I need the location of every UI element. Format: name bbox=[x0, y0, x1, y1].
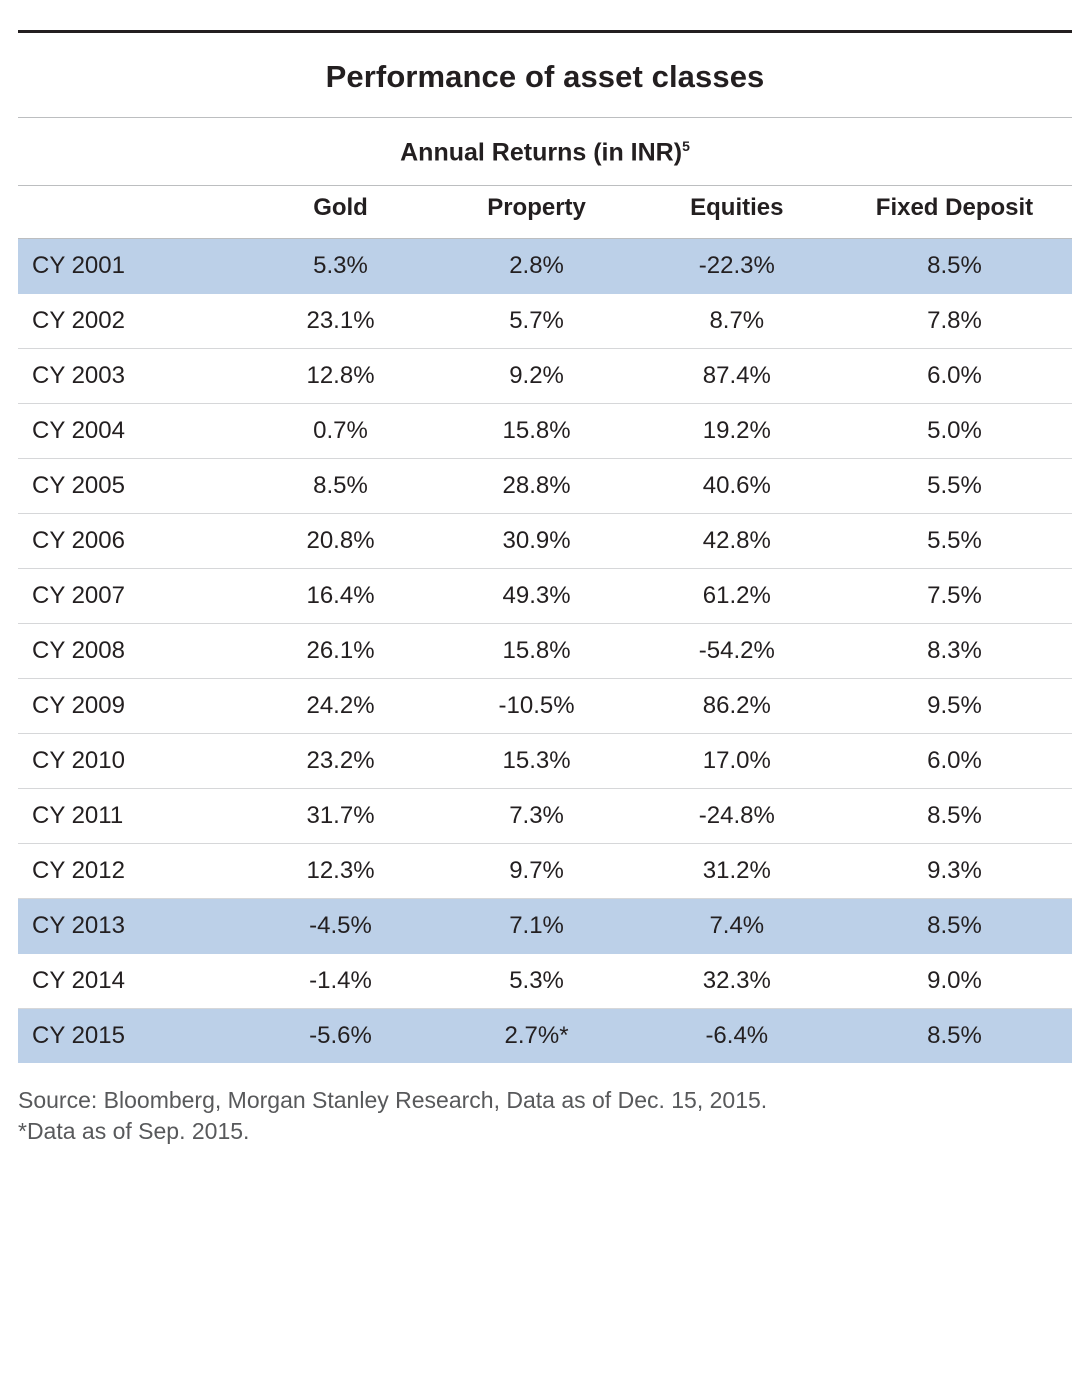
cell-year: CY 2006 bbox=[18, 514, 245, 569]
cell-fixed-deposit: 5.0% bbox=[837, 404, 1072, 459]
cell-gold: 31.7% bbox=[245, 789, 437, 844]
cell-fixed-deposit: 7.5% bbox=[837, 569, 1072, 624]
cell-equities: -22.3% bbox=[637, 239, 837, 294]
cell-fixed-deposit: 7.8% bbox=[837, 294, 1072, 349]
source-line-2: *Data as of Sep. 2015. bbox=[18, 1117, 250, 1144]
cell-gold: 12.8% bbox=[245, 349, 437, 404]
source-note bbox=[18, 1085, 1072, 1146]
cell-equities: 31.2% bbox=[637, 844, 837, 899]
cell-gold: -1.4% bbox=[245, 954, 437, 1009]
cell-year: CY 2010 bbox=[18, 734, 245, 789]
column-header-property: Property bbox=[436, 186, 636, 239]
cell-property: 15.8% bbox=[436, 624, 636, 679]
cell-year: CY 2013 bbox=[18, 899, 245, 954]
cell-equities: 7.4% bbox=[637, 899, 837, 954]
cell-equities: 87.4% bbox=[637, 349, 837, 404]
cell-property: 2.8% bbox=[436, 239, 636, 294]
column-header-year bbox=[18, 186, 245, 239]
cell-fixed-deposit: 5.5% bbox=[837, 514, 1072, 569]
cell-fixed-deposit: 6.0% bbox=[837, 734, 1072, 789]
table-row bbox=[18, 459, 1072, 514]
cell-gold: -5.6% bbox=[245, 1009, 437, 1064]
table-row bbox=[18, 954, 1072, 1009]
table-row bbox=[18, 569, 1072, 624]
cell-fixed-deposit: 8.5% bbox=[837, 899, 1072, 954]
cell-property: 15.8% bbox=[436, 404, 636, 459]
cell-property: -10.5% bbox=[436, 679, 636, 734]
cell-gold: 8.5% bbox=[245, 459, 437, 514]
cell-year: CY 2002 bbox=[18, 294, 245, 349]
cell-year: CY 2012 bbox=[18, 844, 245, 899]
cell-equities: 40.6% bbox=[637, 459, 837, 514]
table-row bbox=[18, 624, 1072, 679]
cell-year: CY 2008 bbox=[18, 624, 245, 679]
column-header-gold: Gold bbox=[245, 186, 437, 239]
cell-equities: 61.2% bbox=[637, 569, 837, 624]
cell-property: 30.9% bbox=[436, 514, 636, 569]
cell-gold: 12.3% bbox=[245, 844, 437, 899]
table-header-row bbox=[18, 186, 1072, 239]
table-body bbox=[18, 239, 1072, 1064]
cell-fixed-deposit: 8.5% bbox=[837, 1009, 1072, 1064]
cell-year: CY 2003 bbox=[18, 349, 245, 404]
table-row bbox=[18, 514, 1072, 569]
cell-property: 7.1% bbox=[436, 899, 636, 954]
asset-returns-table bbox=[18, 186, 1072, 1063]
cell-gold: 20.8% bbox=[245, 514, 437, 569]
table-row bbox=[18, 239, 1072, 294]
asset-performance-table-figure bbox=[0, 30, 1090, 1374]
cell-fixed-deposit: 9.5% bbox=[837, 679, 1072, 734]
cell-equities: 42.8% bbox=[637, 514, 837, 569]
cell-fixed-deposit: 8.5% bbox=[837, 789, 1072, 844]
cell-property: 28.8% bbox=[436, 459, 636, 514]
page-title: Performance of asset classes bbox=[325, 59, 765, 94]
column-header-equities: Equities bbox=[637, 186, 837, 239]
cell-year: CY 2015 bbox=[18, 1009, 245, 1064]
table-row bbox=[18, 1009, 1072, 1064]
cell-fixed-deposit: 6.0% bbox=[837, 349, 1072, 404]
cell-year: CY 2014 bbox=[18, 954, 245, 1009]
cell-equities: 17.0% bbox=[637, 734, 837, 789]
table-row bbox=[18, 789, 1072, 844]
source-line-1: Source: Bloomberg, Morgan Stanley Research, Data as of Dec. 15, 2015. bbox=[18, 1087, 768, 1114]
cell-property: 49.3% bbox=[436, 569, 636, 624]
cell-fixed-deposit: 8.3% bbox=[837, 624, 1072, 679]
cell-property: 9.2% bbox=[436, 349, 636, 404]
cell-gold: 0.7% bbox=[245, 404, 437, 459]
cell-gold: 16.4% bbox=[245, 569, 437, 624]
cell-fixed-deposit: 8.5% bbox=[837, 239, 1072, 294]
cell-year: CY 2007 bbox=[18, 569, 245, 624]
cell-gold: 23.1% bbox=[245, 294, 437, 349]
cell-year: CY 2005 bbox=[18, 459, 245, 514]
cell-property: 2.7%* bbox=[436, 1009, 636, 1064]
cell-equities: -6.4% bbox=[637, 1009, 837, 1064]
table-head bbox=[18, 186, 1072, 239]
cell-property: 9.7% bbox=[436, 844, 636, 899]
cell-equities: 86.2% bbox=[637, 679, 837, 734]
table-row bbox=[18, 734, 1072, 789]
cell-year: CY 2004 bbox=[18, 404, 245, 459]
cell-property: 5.7% bbox=[436, 294, 636, 349]
cell-gold: 5.3% bbox=[245, 239, 437, 294]
table-row bbox=[18, 349, 1072, 404]
cell-equities: 19.2% bbox=[637, 404, 837, 459]
table-row bbox=[18, 899, 1072, 954]
cell-equities: 8.7% bbox=[637, 294, 837, 349]
cell-property: 5.3% bbox=[436, 954, 636, 1009]
cell-fixed-deposit: 9.3% bbox=[837, 844, 1072, 899]
cell-gold: 23.2% bbox=[245, 734, 437, 789]
cell-gold: 24.2% bbox=[245, 679, 437, 734]
table-row bbox=[18, 679, 1072, 734]
cell-gold: -4.5% bbox=[245, 899, 437, 954]
column-group-label: Annual Returns (in INR) bbox=[400, 138, 683, 167]
cell-fixed-deposit: 5.5% bbox=[837, 459, 1072, 514]
cell-year: CY 2009 bbox=[18, 679, 245, 734]
table-row bbox=[18, 844, 1072, 899]
column-group-header bbox=[18, 118, 1072, 185]
cell-gold: 26.1% bbox=[245, 624, 437, 679]
cell-year: CY 2011 bbox=[18, 789, 245, 844]
cell-year: CY 2001 bbox=[18, 239, 245, 294]
table-row bbox=[18, 294, 1072, 349]
table-row bbox=[18, 404, 1072, 459]
cell-property: 15.3% bbox=[436, 734, 636, 789]
cell-equities: -24.8% bbox=[637, 789, 837, 844]
cell-equities: 32.3% bbox=[637, 954, 837, 1009]
footnote-marker: 5 bbox=[682, 138, 690, 154]
cell-property: 7.3% bbox=[436, 789, 636, 844]
cell-fixed-deposit: 9.0% bbox=[837, 954, 1072, 1009]
column-header-fixed-deposit: Fixed Deposit bbox=[837, 186, 1072, 239]
cell-equities: -54.2% bbox=[637, 624, 837, 679]
